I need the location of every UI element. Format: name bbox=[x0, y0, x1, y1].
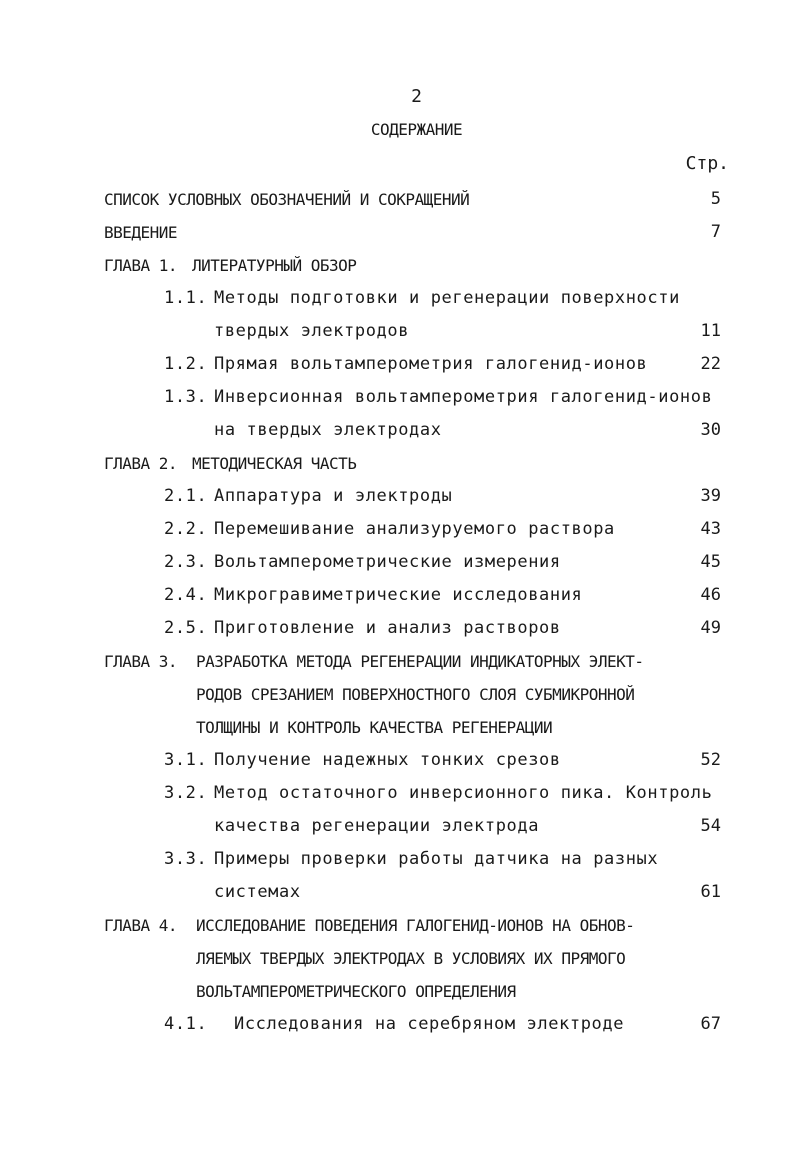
section-title: Инверсионная вольтамперометрия галогенид-ионов bbox=[214, 387, 713, 407]
toc-page-number: 61 bbox=[700, 882, 721, 902]
section-number: 2.4. bbox=[164, 585, 208, 605]
chapter-title: ИССЛЕДОВАНИЕ ПОВЕДЕНИЯ ГАЛОГЕНИД-ИОНОВ НА ОБНОВ- bbox=[196, 916, 635, 935]
chapter-title-continued: ЛЯЕМЫХ ТВЕРДЫХ ЭЛЕКТРОДАХ В УСЛОВИЯХ ИХ ПРЯМОГО bbox=[196, 949, 626, 968]
section-number: 1.2. bbox=[164, 354, 208, 374]
toc-page-number: 22 bbox=[700, 354, 721, 374]
section-title: Микрогравиметрические исследования bbox=[214, 585, 583, 605]
section-title: Вольтамперометрические измерения bbox=[214, 552, 561, 572]
toc-entry-text: ВВЕДЕНИЕ bbox=[104, 223, 178, 242]
chapter-number: ГЛАВА 1. bbox=[104, 256, 178, 275]
section-number: 1.3. bbox=[164, 387, 208, 407]
section-number: 3.2. bbox=[164, 783, 208, 803]
section-title-continued: твердых электродов bbox=[214, 321, 410, 341]
toc-page-number: 67 bbox=[700, 1014, 721, 1034]
toc-page-number: 39 bbox=[700, 486, 721, 506]
chapter-number: ГЛАВА 2. bbox=[104, 454, 178, 473]
page-title: СОДЕРЖАНИЕ bbox=[370, 120, 463, 139]
toc-page-number: 5 bbox=[710, 189, 721, 209]
section-number: 1.1. bbox=[164, 288, 208, 308]
toc-page-number: 52 bbox=[700, 750, 721, 770]
toc-page-number: 49 bbox=[700, 618, 721, 638]
toc-page-number: 7 bbox=[710, 222, 721, 242]
section-title-continued: на твердых электродах bbox=[214, 420, 442, 440]
section-title: Приготовление и анализ растворов bbox=[214, 618, 561, 638]
toc-page-number: 45 bbox=[700, 552, 721, 572]
toc-page-number: 30 bbox=[700, 420, 721, 440]
chapter-title: МЕТОДИЧЕСКАЯ ЧАСТЬ bbox=[192, 454, 357, 473]
section-number: 3.3. bbox=[164, 849, 208, 869]
section-title-continued: качества регенерации электрода bbox=[214, 816, 540, 836]
toc-page-number: 43 bbox=[700, 519, 721, 539]
toc-page-number: 46 bbox=[700, 585, 721, 605]
page-column-header: Стр. bbox=[685, 153, 729, 174]
chapter-title-continued: РОДОВ СРЕЗАНИЕМ ПОВЕРХНОСТНОГО СЛОЯ СУБМИКРОННОЙ bbox=[196, 685, 635, 704]
toc-entry-text: СПИСОК УСЛОВНЫХ ОБОЗНАЧЕНИЙ И СОКРАЩЕНИЙ bbox=[104, 190, 470, 209]
section-title: Методы подготовки и регенерации поверхности bbox=[214, 288, 680, 308]
chapter-number: ГЛАВА 3. bbox=[104, 652, 178, 671]
section-number: 2.5. bbox=[164, 618, 208, 638]
section-title: Аппаратура и электроды bbox=[214, 486, 453, 506]
section-title-continued: системах bbox=[214, 882, 301, 902]
section-number: 2.1. bbox=[164, 486, 208, 506]
section-number: 4.1. bbox=[164, 1014, 208, 1034]
chapter-title: РАЗРАБОТКА МЕТОДА РЕГЕНЕРАЦИИ ИНДИКАТОРНЫХ ЭЛЕКТ- bbox=[196, 652, 644, 671]
section-title: Метод остаточного инверсионного пика. Контроль bbox=[214, 783, 713, 803]
section-number: 3.1. bbox=[164, 750, 208, 770]
chapter-title: ЛИТЕРАТУРНЫЙ ОБЗОР bbox=[192, 256, 357, 275]
page-number: 2 bbox=[411, 86, 422, 107]
section-title: Примеры проверки работы датчика на разных bbox=[214, 849, 659, 869]
toc-page-number: 54 bbox=[700, 816, 721, 836]
section-title: Получение надежных тонких срезов bbox=[214, 750, 561, 770]
chapter-number: ГЛАВА 4. bbox=[104, 916, 178, 935]
chapter-title-continued: ТОЛЩИНЫ И КОНТРОЛЬ КАЧЕСТВА РЕГЕНЕРАЦИИ bbox=[196, 718, 553, 737]
section-title: Исследования на серебряном электроде bbox=[234, 1014, 625, 1034]
section-title: Перемешивание анализуруемого раствора bbox=[214, 519, 615, 539]
toc-page-number: 11 bbox=[700, 321, 721, 341]
chapter-title-continued: ВОЛЬТАМПЕРОМЕТРИЧЕСКОГО ОПРЕДЕЛЕНИЯ bbox=[196, 982, 516, 1001]
section-number: 2.3. bbox=[164, 552, 208, 572]
section-number: 2.2. bbox=[164, 519, 208, 539]
section-title: Прямая вольтамперометрия галогенид-ионов bbox=[214, 354, 648, 374]
